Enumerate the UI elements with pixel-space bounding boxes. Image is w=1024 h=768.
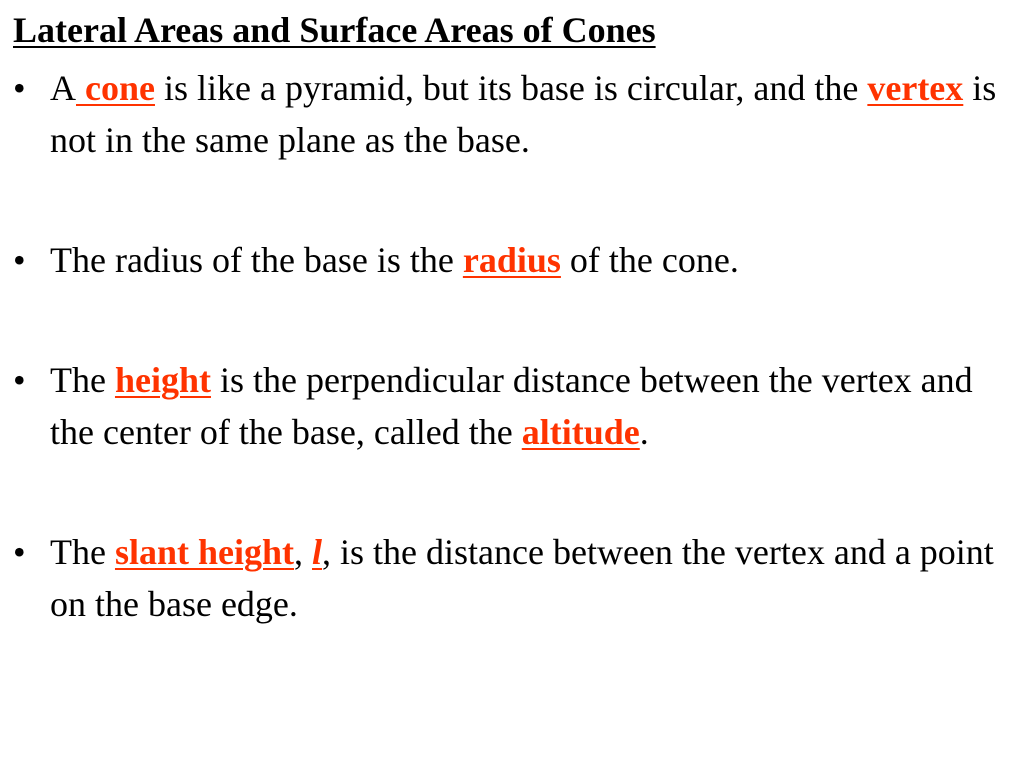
bullet-text: is like a pyramid, but its base is circular, and the xyxy=(154,68,868,108)
bullet-list xyxy=(13,62,1018,630)
term-l-variable: l xyxy=(312,532,323,572)
bullet-marker: • xyxy=(13,240,26,280)
slide-title: Lateral Areas and Surface Areas of Cones xyxy=(13,10,656,50)
bullet-text: is not in the same plane as the base. xyxy=(50,68,997,160)
term-vertex: vertex xyxy=(867,68,964,108)
term-cone: cone xyxy=(76,68,155,108)
bullet-text: . xyxy=(639,412,649,452)
bullet-text: The radius of the base is the xyxy=(50,240,463,280)
bullet-text: A xyxy=(50,68,76,108)
bullet-radius-definition xyxy=(13,234,1018,286)
bullet-marker: • xyxy=(13,360,26,400)
bullet-text: is the perpendicular distance between the vertex and the center of the base, called the xyxy=(50,360,973,452)
bullet-text: , xyxy=(294,532,313,572)
bullet-cone-definition xyxy=(13,62,1018,166)
bullet-text: The xyxy=(50,360,115,400)
term-radius: radius xyxy=(462,240,561,280)
bullet-slant-height-definition xyxy=(13,526,1018,630)
bullet-text: of the cone. xyxy=(560,240,739,280)
bullet-text: , is the distance between the vertex and a point on the base edge. xyxy=(50,532,994,624)
bullet-text: The xyxy=(50,532,115,572)
bullet-marker: • xyxy=(13,68,26,108)
bullet-height-definition xyxy=(13,354,1018,458)
term-altitude: altitude xyxy=(521,412,640,452)
bullet-marker: • xyxy=(13,532,26,572)
term-slant-height: slant height xyxy=(114,532,295,572)
term-height: height xyxy=(114,360,211,400)
